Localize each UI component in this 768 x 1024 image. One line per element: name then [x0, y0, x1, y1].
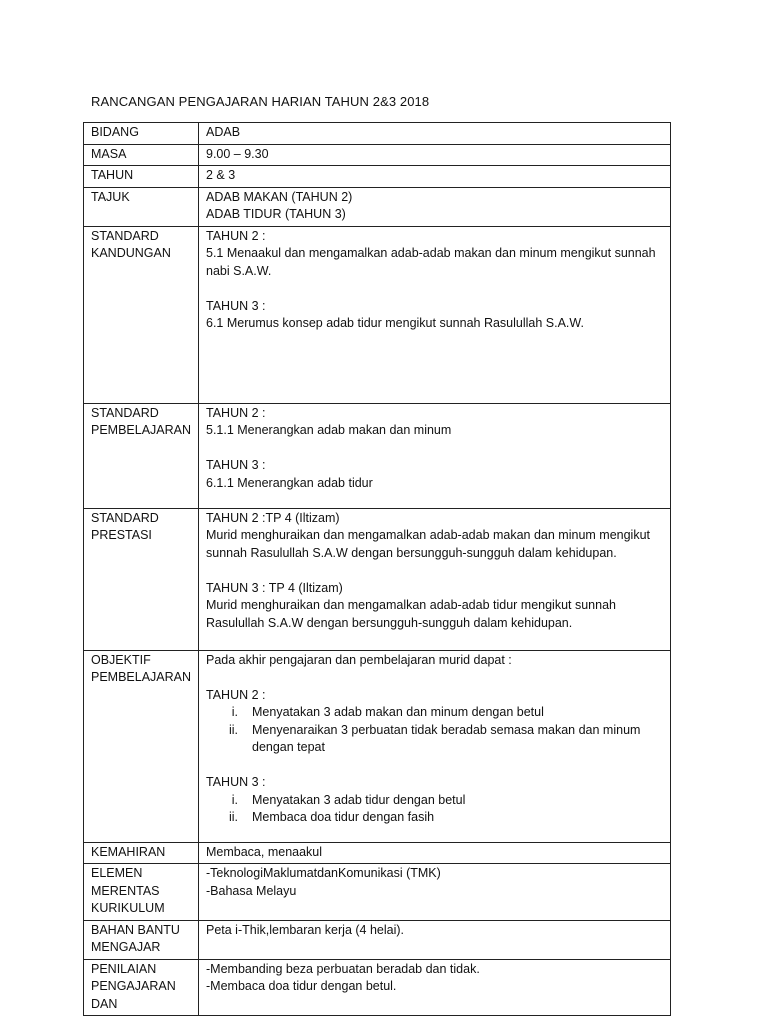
row-value	[199, 403, 671, 508]
row-objektif-pembelajaran	[84, 650, 671, 842]
tahun-2-heading: TAHUN 2 :	[206, 405, 266, 420]
tahun-2-text: 5.1 Menaakul dan mengamalkan adab-adab makan dan minum mengikut sunnah nabi S.A.W.	[206, 246, 656, 278]
row-value: 2 & 3	[199, 166, 671, 188]
list-item	[206, 704, 664, 722]
row-label: TAHUN	[84, 166, 199, 188]
row-value	[199, 187, 671, 226]
label-line: MENGAJAR	[91, 940, 161, 954]
list-item	[206, 722, 664, 757]
tahun-2-heading: TAHUN 2 :	[206, 687, 266, 702]
row-standard-kandungan	[84, 226, 671, 403]
row-label: MASA	[84, 144, 199, 166]
list-number: i.	[231, 792, 238, 807]
label-line: PENGAJARAN	[91, 979, 176, 993]
tajuk-line: ADAB TIDUR (TAHUN 3)	[206, 207, 346, 221]
row-tahun	[84, 166, 671, 188]
list-text: Membaca doa tidur dengan fasih	[252, 810, 435, 824]
row-value: ADAB	[199, 123, 671, 145]
row-bidang	[84, 123, 671, 145]
label-line: KANDUNGAN	[91, 246, 171, 260]
tahun-2-heading: TAHUN 2 :	[206, 228, 266, 243]
tahun-3-text: Murid menghuraikan dan mengamalkan adab-adab tidur mengikut sunnah Rasulullah S.A.W dengan bersungguh-sungguh dalam kehidupan.	[206, 598, 616, 630]
row-elemen-merentas-kurikulum	[84, 864, 671, 921]
row-label	[84, 403, 199, 508]
row-masa	[84, 144, 671, 166]
list-number: ii.	[228, 810, 238, 824]
row-label	[84, 226, 199, 403]
row-label	[84, 650, 199, 842]
row-standard-pembelajaran	[84, 403, 671, 508]
list-item	[206, 809, 664, 827]
row-value	[199, 226, 671, 403]
elemen-line: -Bahasa Melayu	[206, 883, 297, 898]
tahun-2-text: 5.1.1 Menerangkan adab makan dan minum	[206, 423, 452, 437]
row-label	[84, 959, 199, 1016]
tahun-3-heading: TAHUN 3 :	[206, 298, 266, 313]
tajuk-line: ADAB MAKAN (TAHUN 2)	[206, 189, 353, 204]
list-number: ii.	[228, 722, 238, 737]
label-line: STANDARD	[91, 405, 159, 420]
list-text: Menyatakan 3 adab makan dan minum dengan betul	[252, 705, 544, 719]
row-label	[84, 920, 199, 959]
row-bahan-bantu-mengajar	[84, 920, 671, 959]
elemen-line: -TeknologiMaklumatdanKomunikasi (TMK)	[206, 866, 441, 880]
list-number: i.	[231, 705, 238, 719]
label-line: DAN	[91, 996, 118, 1011]
row-label: TAJUK	[84, 187, 199, 226]
row-standard-prestasi	[84, 508, 671, 650]
row-value	[199, 508, 671, 650]
row-value	[199, 959, 671, 1016]
label-line: BAHAN BANTU	[91, 922, 180, 937]
list-text: Menyenaraikan 3 perbuatan tidak beradab semasa makan dan minum dengan tepat	[252, 722, 641, 754]
row-tajuk	[84, 187, 671, 226]
row-label	[84, 864, 199, 921]
tahun-3-heading: TAHUN 3 : TP 4 (Iltizam)	[206, 580, 343, 595]
penilaian-line: -Membanding beza perbuatan beradab dan tidak.	[206, 961, 480, 976]
label-line: PEMBELAJARAN	[91, 423, 192, 437]
tahun-3-text: 6.1.1 Menerangkan adab tidur	[206, 475, 373, 490]
list-item	[206, 792, 664, 810]
tahun-2-text: Murid menghuraikan dan mengamalkan adab-adab makan dan minum mengikut sunnah Rasulullah S.A.W dengan bersungguh-sungguh dalam kehidupan.	[206, 528, 651, 560]
label-line: PENILAIAN	[91, 961, 157, 976]
tahun-3-heading: TAHUN 3 :	[206, 458, 266, 472]
label-line: STANDARD	[91, 510, 159, 525]
row-value	[199, 864, 671, 921]
label-line: MERENTAS	[91, 883, 160, 898]
row-value: 9.00 – 9.30	[199, 144, 671, 166]
row-kemahiran	[84, 842, 671, 864]
label-line: STANDARD	[91, 228, 159, 243]
objektif-intro: Pada akhir pengajaran dan pembelajaran murid dapat :	[206, 652, 512, 667]
lesson-plan-table	[83, 122, 671, 1016]
row-label: BIDANG	[84, 123, 199, 145]
row-label: KEMAHIRAN	[84, 842, 199, 864]
label-line: ELEMEN	[91, 866, 143, 880]
label-line: PEMBELAJARAN	[91, 670, 192, 684]
row-value: Membaca, menaakul	[199, 842, 671, 864]
tahun-2-heading: TAHUN 2 :TP 4 (Iltizam)	[206, 510, 340, 525]
row-value: Peta i-Thik,lembaran kerja (4 helai).	[199, 920, 671, 959]
row-value	[199, 650, 671, 842]
row-penilaian	[84, 959, 671, 1016]
tahun-3-text: 6.1 Merumus konsep adab tidur mengikut sunnah Rasulullah S.A.W.	[206, 316, 584, 330]
label-line: PRESTASI	[91, 528, 152, 542]
list-text: Menyatakan 3 adab tidur dengan betul	[252, 792, 466, 807]
label-line: OBJEKTIF	[91, 652, 151, 667]
tahun-3-heading: TAHUN 3 :	[206, 775, 266, 789]
penilaian-line: -Membaca doa tidur dengan betul.	[206, 979, 397, 993]
row-label	[84, 508, 199, 650]
label-line: KURIKULUM	[91, 901, 165, 915]
document-title: RANCANGAN PENGAJARAN HARIAN TAHUN 2&3 2018	[91, 94, 430, 109]
